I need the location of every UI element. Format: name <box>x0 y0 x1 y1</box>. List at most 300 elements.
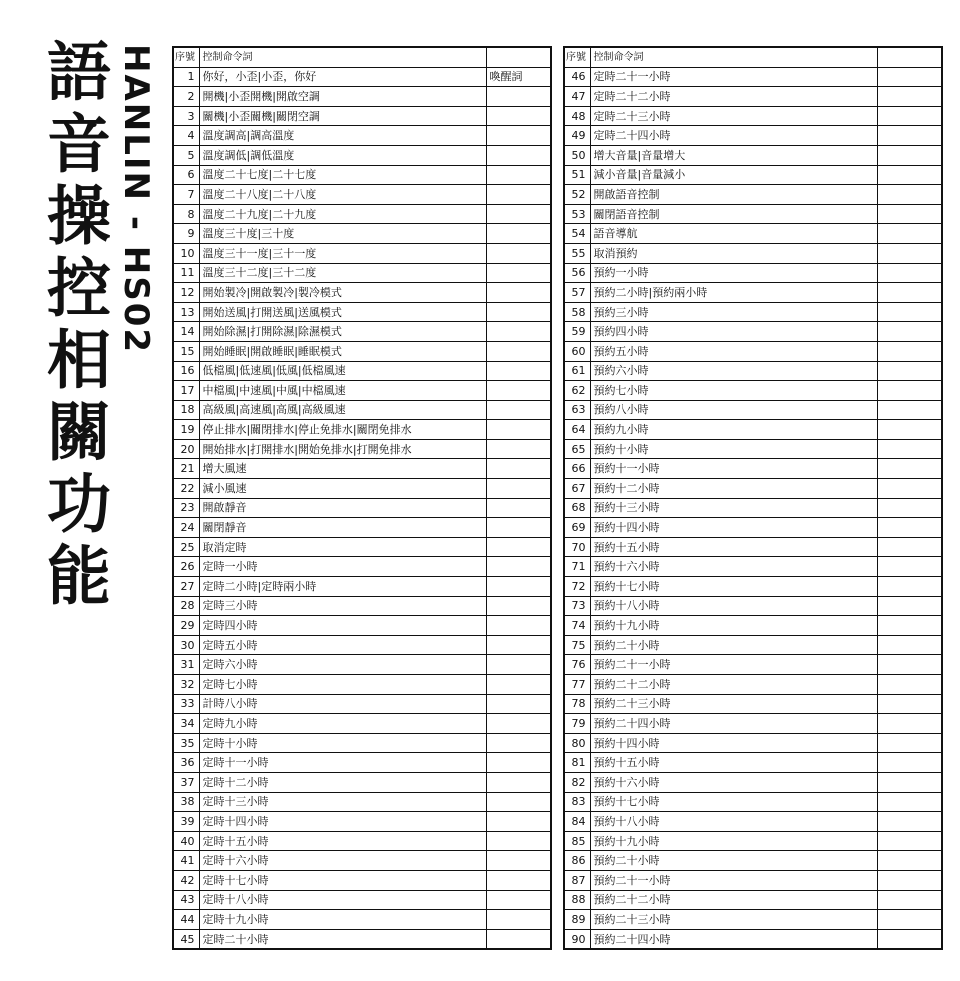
row-note <box>486 714 551 734</box>
table-row <box>173 812 551 832</box>
row-command: 預約二十三小時 <box>590 694 877 714</box>
row-command: 停止排水|關閉排水|停止免排水|關閉免排水 <box>199 420 486 440</box>
row-note <box>486 498 551 518</box>
table-row <box>173 870 551 890</box>
row-note <box>486 106 551 126</box>
row-number: 38 <box>173 792 199 812</box>
row-command: 預約九小時 <box>590 420 877 440</box>
table-row <box>173 714 551 734</box>
table-row <box>564 322 942 342</box>
row-command: 關機|小歪關機|關閉空調 <box>199 106 486 126</box>
row-note <box>486 126 551 146</box>
row-command: 溫度三十度|三十度 <box>199 224 486 244</box>
row-command: 中檔風|中速風|中風|中檔風速 <box>199 381 486 401</box>
row-note <box>486 577 551 597</box>
row-note <box>486 145 551 165</box>
page-title: 語音操控相關功能 <box>36 38 110 614</box>
row-note <box>486 831 551 851</box>
row-note <box>877 204 942 224</box>
table-row <box>564 655 942 675</box>
row-command: 定時二十小時 <box>199 929 486 949</box>
table-row <box>564 420 942 440</box>
header-command: 控制命令詞 <box>199 47 486 67</box>
row-number: 9 <box>173 224 199 244</box>
row-number: 23 <box>173 498 199 518</box>
row-number: 81 <box>564 753 590 773</box>
row-number: 19 <box>173 420 199 440</box>
row-command: 預約十六小時 <box>590 557 877 577</box>
table-row <box>564 381 942 401</box>
table-row <box>564 851 942 871</box>
row-number: 62 <box>564 381 590 401</box>
row-command: 預約十九小時 <box>590 616 877 636</box>
table-row <box>173 616 551 636</box>
row-note <box>877 792 942 812</box>
row-note <box>486 400 551 420</box>
row-note <box>486 596 551 616</box>
row-note <box>877 733 942 753</box>
row-number: 12 <box>173 283 199 303</box>
table-row <box>564 577 942 597</box>
table-row <box>173 459 551 479</box>
row-command: 開始送風|打開送風|送風模式 <box>199 302 486 322</box>
row-note <box>877 890 942 910</box>
table-row <box>564 243 942 263</box>
row-note <box>486 439 551 459</box>
row-note <box>486 302 551 322</box>
table-row <box>173 890 551 910</box>
row-number: 14 <box>173 322 199 342</box>
row-note <box>486 283 551 303</box>
row-command: 溫度二十七度|二十七度 <box>199 165 486 185</box>
row-note <box>877 753 942 773</box>
row-command: 定時十六小時 <box>199 851 486 871</box>
table-row <box>564 635 942 655</box>
table-row <box>173 322 551 342</box>
row-number: 22 <box>173 479 199 499</box>
row-command: 溫度調高|調高溫度 <box>199 126 486 146</box>
row-command: 定時十一小時 <box>199 753 486 773</box>
row-number: 68 <box>564 498 590 518</box>
row-number: 52 <box>564 185 590 205</box>
row-number: 24 <box>173 518 199 538</box>
table-row <box>173 792 551 812</box>
row-number: 86 <box>564 851 590 871</box>
table-row <box>564 498 942 518</box>
row-note: 喚醒詞 <box>486 67 551 87</box>
row-command: 定時六小時 <box>199 655 486 675</box>
row-note <box>486 910 551 930</box>
row-command: 預約十小時 <box>590 439 877 459</box>
row-note <box>877 851 942 871</box>
table-row <box>173 185 551 205</box>
row-command: 預約七小時 <box>590 381 877 401</box>
row-command: 開始排水|打開排水|開始免排水|打開免排水 <box>199 439 486 459</box>
row-number: 28 <box>173 596 199 616</box>
table-row <box>173 498 551 518</box>
table-row <box>173 851 551 871</box>
row-number: 26 <box>173 557 199 577</box>
row-note <box>486 870 551 890</box>
row-note <box>877 537 942 557</box>
row-command: 預約十三小時 <box>590 498 877 518</box>
table-row <box>564 67 942 87</box>
header-seq: 序號 <box>564 47 590 67</box>
row-note <box>877 420 942 440</box>
row-command: 預約十九小時 <box>590 831 877 851</box>
table-row <box>173 596 551 616</box>
row-number: 82 <box>564 772 590 792</box>
header-seq: 序號 <box>173 47 199 67</box>
row-note <box>877 596 942 616</box>
table-row <box>173 420 551 440</box>
table-row <box>173 557 551 577</box>
table-row <box>173 204 551 224</box>
row-command: 預約二十三小時 <box>590 910 877 930</box>
table-row <box>173 381 551 401</box>
row-number: 79 <box>564 714 590 734</box>
table-row <box>564 870 942 890</box>
row-number: 55 <box>564 243 590 263</box>
row-number: 72 <box>564 577 590 597</box>
table-row <box>564 675 942 695</box>
row-command: 預約二十小時 <box>590 635 877 655</box>
row-number: 63 <box>564 400 590 420</box>
row-number: 27 <box>173 577 199 597</box>
table-row <box>173 753 551 773</box>
table-row <box>173 400 551 420</box>
table-row <box>173 341 551 361</box>
row-note <box>486 165 551 185</box>
row-command: 預約十八小時 <box>590 812 877 832</box>
row-command: 溫度三十二度|三十二度 <box>199 263 486 283</box>
row-command: 你好，小歪|小歪，你好 <box>199 67 486 87</box>
table-row <box>173 537 551 557</box>
row-note <box>486 616 551 636</box>
row-note <box>877 126 942 146</box>
table-row <box>173 126 551 146</box>
row-number: 46 <box>564 67 590 87</box>
row-command: 定時七小時 <box>199 675 486 695</box>
row-note <box>877 870 942 890</box>
row-note <box>486 185 551 205</box>
row-note <box>877 812 942 832</box>
row-note <box>486 655 551 675</box>
row-number: 4 <box>173 126 199 146</box>
row-number: 48 <box>564 106 590 126</box>
row-command: 預約十二小時 <box>590 479 877 499</box>
row-number: 80 <box>564 733 590 753</box>
row-command: 低檔風|低速風|低風|低檔風速 <box>199 361 486 381</box>
row-note <box>877 165 942 185</box>
brand-model-label: HANLIN - HS02 <box>116 44 156 355</box>
row-note <box>877 263 942 283</box>
row-command: 定時九小時 <box>199 714 486 734</box>
row-command: 定時二十二小時 <box>590 87 877 107</box>
table-row <box>173 263 551 283</box>
table-row <box>564 126 942 146</box>
table-row <box>564 185 942 205</box>
table-row <box>564 616 942 636</box>
row-number: 30 <box>173 635 199 655</box>
table-row <box>564 714 942 734</box>
row-number: 18 <box>173 400 199 420</box>
table-row <box>564 733 942 753</box>
row-note <box>486 851 551 871</box>
header-note <box>486 47 551 67</box>
row-number: 64 <box>564 420 590 440</box>
row-command: 預約六小時 <box>590 361 877 381</box>
row-number: 29 <box>173 616 199 636</box>
row-number: 51 <box>564 165 590 185</box>
table-row <box>173 910 551 930</box>
table-row <box>173 87 551 107</box>
row-note <box>877 655 942 675</box>
row-note <box>877 772 942 792</box>
table-row <box>173 361 551 381</box>
table-row <box>564 400 942 420</box>
row-command: 溫度調低|調低溫度 <box>199 145 486 165</box>
row-command: 預約二小時|預約兩小時 <box>590 283 877 303</box>
row-number: 45 <box>173 929 199 949</box>
row-note <box>486 381 551 401</box>
row-number: 71 <box>564 557 590 577</box>
row-number: 83 <box>564 792 590 812</box>
row-number: 2 <box>173 87 199 107</box>
row-command: 開始製冷|開啟製冷|製冷模式 <box>199 283 486 303</box>
row-number: 25 <box>173 537 199 557</box>
table-row <box>564 910 942 930</box>
row-number: 60 <box>564 341 590 361</box>
row-number: 85 <box>564 831 590 851</box>
table-row <box>173 577 551 597</box>
row-command: 預約二十二小時 <box>590 890 877 910</box>
row-command: 定時十九小時 <box>199 910 486 930</box>
header-note <box>877 47 942 67</box>
row-number: 20 <box>173 439 199 459</box>
row-command: 預約十七小時 <box>590 577 877 597</box>
row-command: 預約三小時 <box>590 302 877 322</box>
row-command: 計時八小時 <box>199 694 486 714</box>
row-note <box>877 322 942 342</box>
row-command: 減小音量|音量減小 <box>590 165 877 185</box>
row-command: 預約十四小時 <box>590 733 877 753</box>
row-command: 增大音量|音量增大 <box>590 145 877 165</box>
table-row <box>564 459 942 479</box>
table-row <box>173 243 551 263</box>
row-command: 預約二十一小時 <box>590 655 877 675</box>
row-command: 預約二十小時 <box>590 851 877 871</box>
table-row <box>173 655 551 675</box>
table-row <box>564 302 942 322</box>
row-command: 預約五小時 <box>590 341 877 361</box>
row-number: 32 <box>173 675 199 695</box>
command-table-left <box>172 46 552 950</box>
row-note <box>877 929 942 949</box>
row-command: 開始除濕|打開除濕|除濕模式 <box>199 322 486 342</box>
row-note <box>486 537 551 557</box>
row-number: 15 <box>173 341 199 361</box>
row-note <box>877 243 942 263</box>
row-note <box>877 361 942 381</box>
row-command: 預約二十四小時 <box>590 714 877 734</box>
row-command: 預約四小時 <box>590 322 877 342</box>
row-command: 定時三小時 <box>199 596 486 616</box>
table-row <box>564 694 942 714</box>
table-row <box>173 929 551 949</box>
table-row <box>564 341 942 361</box>
row-note <box>877 145 942 165</box>
table-row <box>173 302 551 322</box>
row-note <box>486 322 551 342</box>
row-number: 49 <box>564 126 590 146</box>
row-command: 預約二十二小時 <box>590 675 877 695</box>
row-number: 56 <box>564 263 590 283</box>
table-row <box>564 361 942 381</box>
header-command: 控制命令詞 <box>590 47 877 67</box>
table-row <box>564 929 942 949</box>
row-number: 17 <box>173 381 199 401</box>
row-command: 開啟靜音 <box>199 498 486 518</box>
table-row <box>173 635 551 655</box>
row-note <box>486 792 551 812</box>
row-number: 90 <box>564 929 590 949</box>
row-note <box>877 577 942 597</box>
row-note <box>877 675 942 695</box>
row-command: 預約二十四小時 <box>590 929 877 949</box>
table-row <box>564 831 942 851</box>
row-note <box>877 635 942 655</box>
row-command: 定時十三小時 <box>199 792 486 812</box>
table-row <box>173 165 551 185</box>
row-number: 42 <box>173 870 199 890</box>
row-number: 57 <box>564 283 590 303</box>
row-number: 41 <box>173 851 199 871</box>
row-command: 定時二十三小時 <box>590 106 877 126</box>
row-command: 溫度二十九度|二十九度 <box>199 204 486 224</box>
row-number: 37 <box>173 772 199 792</box>
table-row <box>564 792 942 812</box>
row-note <box>486 341 551 361</box>
row-command: 預約十五小時 <box>590 753 877 773</box>
table-row <box>564 165 942 185</box>
table-row <box>564 106 942 126</box>
row-command: 定時四小時 <box>199 616 486 636</box>
row-note <box>486 459 551 479</box>
row-number: 8 <box>173 204 199 224</box>
table-row <box>173 675 551 695</box>
table-header-row <box>564 47 942 67</box>
table-row <box>564 557 942 577</box>
table-row <box>564 439 942 459</box>
row-command: 預約十七小時 <box>590 792 877 812</box>
row-note <box>877 479 942 499</box>
row-command: 溫度三十一度|三十一度 <box>199 243 486 263</box>
row-note <box>877 518 942 538</box>
row-number: 88 <box>564 890 590 910</box>
row-note <box>486 87 551 107</box>
table-row <box>564 890 942 910</box>
row-number: 50 <box>564 145 590 165</box>
table-row <box>564 263 942 283</box>
row-note <box>877 341 942 361</box>
table-row <box>564 479 942 499</box>
row-number: 67 <box>564 479 590 499</box>
row-number: 7 <box>173 185 199 205</box>
row-note <box>486 518 551 538</box>
row-command: 預約十六小時 <box>590 772 877 792</box>
row-note <box>877 381 942 401</box>
row-note <box>486 812 551 832</box>
row-number: 35 <box>173 733 199 753</box>
row-command: 預約十四小時 <box>590 518 877 538</box>
row-number: 44 <box>173 910 199 930</box>
row-note <box>877 400 942 420</box>
table-header-row <box>173 47 551 67</box>
row-number: 13 <box>173 302 199 322</box>
row-command: 預約十八小時 <box>590 596 877 616</box>
row-command: 定時十七小時 <box>199 870 486 890</box>
row-number: 36 <box>173 753 199 773</box>
row-note <box>877 714 942 734</box>
row-number: 39 <box>173 812 199 832</box>
row-number: 78 <box>564 694 590 714</box>
row-note <box>486 675 551 695</box>
row-number: 74 <box>564 616 590 636</box>
row-command: 增大風速 <box>199 459 486 479</box>
table-row <box>173 518 551 538</box>
row-number: 76 <box>564 655 590 675</box>
row-note <box>877 557 942 577</box>
row-note <box>877 616 942 636</box>
row-note <box>486 204 551 224</box>
row-command: 定時十八小時 <box>199 890 486 910</box>
row-number: 69 <box>564 518 590 538</box>
row-command: 預約八小時 <box>590 400 877 420</box>
row-command: 取消預約 <box>590 243 877 263</box>
row-number: 75 <box>564 635 590 655</box>
row-number: 16 <box>173 361 199 381</box>
row-note <box>486 694 551 714</box>
row-note <box>486 557 551 577</box>
table-row <box>173 694 551 714</box>
row-note <box>486 243 551 263</box>
table-row <box>564 596 942 616</box>
row-number: 3 <box>173 106 199 126</box>
row-note <box>877 283 942 303</box>
table-row <box>173 479 551 499</box>
row-number: 5 <box>173 145 199 165</box>
table-row <box>564 772 942 792</box>
row-note <box>877 106 942 126</box>
row-command: 預約一小時 <box>590 263 877 283</box>
row-note <box>877 224 942 244</box>
table-row <box>564 753 942 773</box>
row-note <box>486 635 551 655</box>
row-command: 預約十一小時 <box>590 459 877 479</box>
table-row <box>173 733 551 753</box>
row-number: 1 <box>173 67 199 87</box>
row-number: 53 <box>564 204 590 224</box>
row-number: 77 <box>564 675 590 695</box>
table-row <box>564 145 942 165</box>
row-command: 定時五小時 <box>199 635 486 655</box>
row-command: 預約十五小時 <box>590 537 877 557</box>
row-number: 40 <box>173 831 199 851</box>
row-command: 定時十二小時 <box>199 772 486 792</box>
command-table-right <box>563 46 943 950</box>
row-note <box>877 910 942 930</box>
